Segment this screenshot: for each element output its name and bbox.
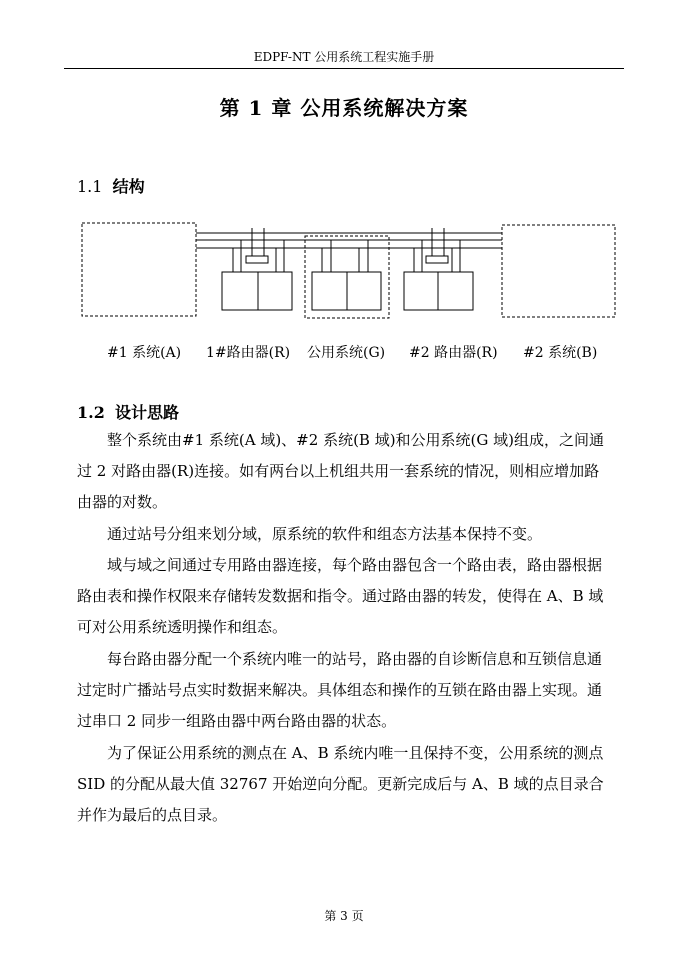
label-router-1: 1#路由器(R) [206,345,291,361]
router-2-unit-right [438,272,473,310]
router-2-link [426,256,448,263]
paragraph [77,644,613,737]
page-header: EDPF-NT 公用系统工程实施手册 [253,50,435,64]
section-2-title: 设计思路 [115,403,180,422]
paragraph-text: 整个系统由#1 系统(A 域)、#2 系统(B 域)和公用系统(G 域)组成，之间通过 2 对路由器(R)连接。如有两台以上机组共用一套系统的情况，则相应增加路由器的对数。 [77,431,605,511]
router-1-link [246,256,268,263]
label-system-b: #2 系统(B) [523,345,598,361]
router-2-unit-left [404,272,438,310]
section-1-heading [77,174,145,197]
section-1-title: 结构 [112,177,145,196]
system-g-box [305,236,389,318]
paragraph-text: 通过站号分组来划分域，原系统的软件和组态方法基本保持不变。 [107,525,543,543]
label-router-2: #2 路由器(R) [409,345,498,361]
section-2-number: 1.2 [77,403,105,422]
system-g-unit-right [347,272,381,310]
paragraph [77,738,613,831]
paragraph-text: 域与域之间通过专用路由器连接，每个路由器包含一个路由表，路由器根据路由表和操作权限来存储转发数据和指令。通过路由器的转发，使得在 A、B 域可对公用系统透明操作和组态。 [77,556,604,636]
chapter-title: 第 1 章 公用系统解决方案 [219,96,469,120]
paragraph [77,425,613,518]
label-system-a: #1 系统(A) [107,345,182,361]
label-system-g: 公用系统(G) [307,345,386,361]
system-g-unit-left [312,272,347,310]
header-rule [64,68,624,69]
paragraph-text: 为了保证公用系统的测点在 A、B 系统内唯一且保持不变，公用系统的测点 SID 的分配从最大值 32767 开始逆向分配。更新完成后与 A、B 域的点目录合并作为最后的点目录。 [77,744,604,824]
system-b-box [502,225,615,317]
paragraph [77,519,613,550]
router-1-unit-left [222,272,258,310]
diagram-labels [0,342,688,364]
paragraph [77,550,613,643]
page-footer: 第 3 页 [324,909,364,923]
section-1-number: 1.1 [77,177,103,196]
section-2-heading [77,400,179,423]
system-a-box [82,223,196,316]
router-1-unit-right [258,272,292,310]
paragraph-text: 每台路由器分配一个系统内唯一的站号，路由器的自诊断信息和互锁信息通过定时广播站号点实时数据来解决。具体组态和操作的互锁在路由器上实现。通过串口 2 同步一组路由器中两台路由器的状态。 [77,650,603,730]
